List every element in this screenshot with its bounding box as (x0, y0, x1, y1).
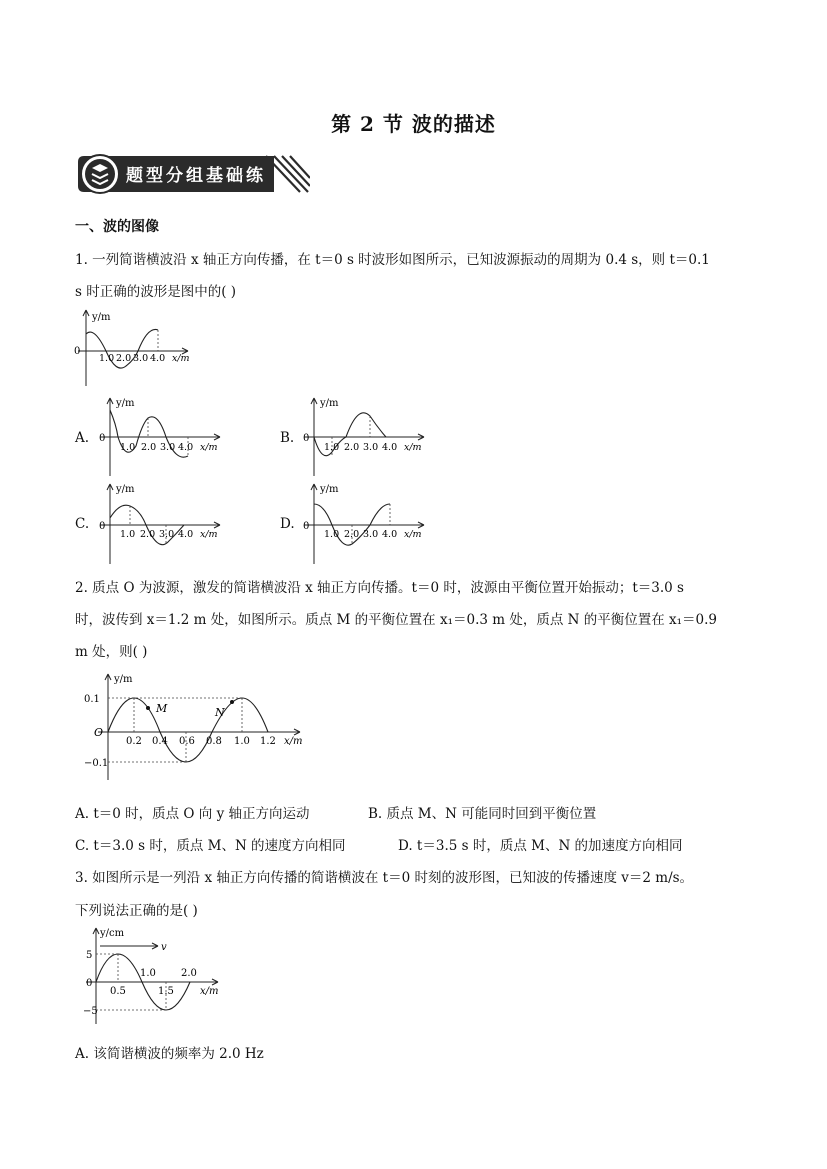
q2-tick: 1.2 (260, 736, 276, 747)
q1-option-c-graph (96, 480, 226, 566)
q1-option-b-graph (300, 394, 430, 478)
q1-a-tick: 1.0 (120, 442, 136, 453)
q1-c-origin: 0 (99, 521, 106, 532)
q2-origin: O (94, 726, 104, 739)
q1-b-origin: 0 (303, 433, 310, 444)
q1-a-tick: 2.0 (141, 442, 157, 453)
q1-c-xlabel: x/m (200, 529, 218, 540)
q2-option-c: C. t＝3.0 s 时，质点 M、N 的速度方向相同 (75, 838, 346, 854)
q1-d-tick: 1.0 (324, 529, 340, 540)
q1-d-tick: 4.0 (382, 529, 398, 540)
q1-a-origin: 0 (99, 433, 106, 444)
q2-graph (82, 670, 322, 782)
q1-main-ylabel: y/m (92, 312, 111, 323)
q2-tick: 0.6 (179, 736, 195, 747)
q1-d-tick: 3.0 (363, 529, 379, 540)
q2-point-n: N (215, 706, 225, 719)
q2-ylabel: y/m (114, 674, 133, 685)
q1-c-ylabel: y/m (116, 484, 135, 495)
q1-a-tick: 3.0 (160, 442, 176, 453)
q1-b-ylabel: y/m (320, 398, 339, 409)
q1-b-tick: 2.0 (344, 442, 360, 453)
q1-option-b-letter: B. (280, 430, 295, 446)
banner-label: 题型分组基础练 (126, 166, 266, 186)
q1-a-ylabel: y/m (116, 398, 135, 409)
q1-main-tick: 4.0 (150, 353, 166, 364)
q2-text-line2: 时，波传到 x＝1.2 m 处，如图所示。质点 M 的平衡位置在 x₁＝0.3 m 处，质点 N 的平衡位置在 x₁＝0.9 (75, 612, 718, 628)
q1-c-tick: 3.0 (159, 529, 175, 540)
q1-a-xlabel: x/m (200, 442, 218, 453)
q1-option-d-letter: D. (280, 516, 295, 532)
q1-main-origin: 0 (74, 346, 81, 357)
q1-text-line2: s 时正确的波形是图中的( ) (75, 284, 237, 300)
q2-xlabel: x/m (284, 736, 303, 747)
q1-main-graph (70, 306, 200, 388)
q1-d-ylabel: y/m (320, 484, 339, 495)
q1-option-c-letter: C. (75, 516, 90, 532)
q1-d-origin: 0 (303, 521, 310, 532)
q1-option-a-letter: A. (75, 430, 90, 446)
q1-main-tick: 3.0 (133, 353, 149, 364)
q1-c-tick: 4.0 (178, 529, 194, 540)
q3-text-line1: 3. 如图所示是一列沿 x 轴正方向传播的简谐横波在 t＝0 时刻的波形图，已知波的传播速度 v＝2 m/s。 (75, 870, 694, 886)
q1-main-tick: 2.0 (116, 353, 132, 364)
q3-tick: 1.0 (140, 968, 156, 979)
q1-option-d-graph (300, 480, 430, 566)
q3-v-label: v (161, 942, 167, 953)
section-heading: 一、波的图像 (75, 219, 159, 235)
q1-b-tick: 4.0 (382, 442, 398, 453)
q2-tick: 0.8 (206, 736, 222, 747)
q1-d-xlabel: x/m (404, 529, 422, 540)
q3-graph (82, 924, 232, 1028)
q1-c-tick: 1.0 (120, 529, 136, 540)
q1-c-tick: 2.0 (140, 529, 156, 540)
q1-b-tick: 3.0 (363, 442, 379, 453)
q1-main-xlabel: x/m (172, 353, 190, 364)
q3-xlabel: x/m (200, 986, 219, 997)
q1-text-line1: 1. 一列简谐横波沿 x 轴正方向传播，在 t＝0 s 时波形如图所示，已知波源振动的周期为 0.4 s，则 t＝0.1 (75, 252, 710, 268)
q3-ylabel: y/cm (100, 928, 125, 939)
q3-ymax: 5 (86, 950, 93, 961)
q1-b-tick: 1.0 (324, 442, 340, 453)
q3-ymin: −5 (83, 1006, 98, 1017)
q1-option-a-graph (96, 394, 226, 478)
q2-option-a: A. t＝0 时，质点 O 向 y 轴正方向运动 (75, 806, 310, 822)
q2-ymin: −0.1 (84, 758, 109, 769)
q1-d-tick: 2.0 (344, 529, 360, 540)
q1-b-xlabel: x/m (404, 442, 422, 453)
q1-a-tick: 4.0 (178, 442, 194, 453)
q3-text-line2: 下列说法正确的是( ) (75, 903, 198, 919)
q1-main-tick: 1.0 (99, 353, 115, 364)
q2-text-line1: 2. 质点 O 为波源，激发的简谐横波沿 x 轴正方向传播。t＝0 时，波源由平衡位置开始振动；t＝3.0 s (75, 580, 684, 596)
q2-option-b: B. 质点 M、N 可能同时回到平衡位置 (368, 806, 597, 822)
q2-tick: 0.2 (126, 736, 142, 747)
q3-tick: 2.0 (181, 968, 197, 979)
q2-ymax: 0.1 (84, 694, 100, 705)
q3-option-a: A. 该简谐横波的频率为 2.0 Hz (75, 1046, 264, 1062)
q2-option-d: D. t＝3.5 s 时，质点 M、N 的加速度方向相同 (398, 838, 683, 854)
q3-origin: 0 (86, 978, 93, 989)
q2-tick: 1.0 (234, 736, 250, 747)
q2-point-m: M (156, 702, 168, 715)
q2-text-line3: m 处，则( ) (75, 644, 148, 660)
q3-tick: 0.5 (110, 986, 126, 997)
page-title: 第 2 节 波的描述 (331, 112, 496, 136)
q3-tick: 1.5 (158, 986, 174, 997)
q2-tick: 0.4 (152, 736, 168, 747)
section-banner (78, 150, 310, 198)
